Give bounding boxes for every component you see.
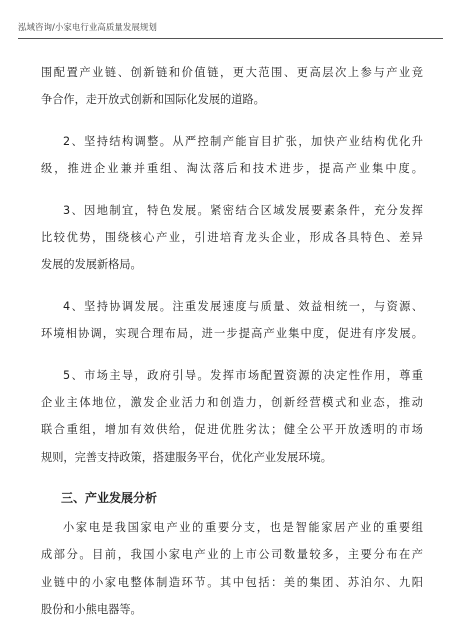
text-line: 级，推进企业兼并重组、淘汰落后和技术进步，提高产业集中度。 — [41, 162, 423, 176]
text-line: 企业主体地位，激发企业活力和创造力，创新经营模式和业态，推动 — [41, 395, 423, 409]
text-line: 5、市场主导，政府引导。发挥市场配置资源的决定性作用，尊重 — [63, 368, 423, 382]
paragraph-coordinated-development — [41, 293, 423, 348]
header-title: 泓域咨询/小家电行业高质量发展规划 — [18, 23, 157, 33]
text-line: 围配置产业链、创新链和价值链，更大范围、更高层次上参与产业竞 — [41, 66, 423, 79]
paragraph-continuation — [41, 59, 423, 114]
section-heading: 三、产业发展分析 — [61, 491, 158, 506]
paragraph-structure-adjustment — [41, 128, 423, 183]
paragraph-industry-analysis — [41, 514, 423, 624]
text-line: 3、因地制宜，特色发展。紧密结合区域发展要素条件，充分发挥 — [63, 203, 423, 217]
text-line: 业链中的小家电整体制造环节。其中包括：美的集团、苏泊尔、九阳 — [41, 575, 423, 589]
text-line: 联合重组，增加有效供给，促进优胜劣汰；健全公平开放透明的市场 — [41, 423, 423, 437]
text-line: 小家电是我国家电产业的重要分支，也是智能家居产业的重要组 — [63, 521, 423, 535]
page-header — [18, 22, 443, 39]
text-line: 争合作，走开放式创新和国际化发展的道路。 — [41, 93, 265, 107]
paragraph-market-led — [41, 362, 423, 472]
text-line: 环境相协调，实现合理布局，进一步提高产业集中度，促进有序发展。 — [41, 327, 423, 341]
text-line: 发展的发展新格局。 — [41, 258, 142, 272]
text-line: 股份和小熊电器等。 — [41, 603, 142, 617]
text-line: 成部分。目前，我国小家电产业的上市公司数量较多，主要分布在产 — [41, 548, 423, 562]
text-line: 4、坚持协调发展。注重发展速度与质量、效益相统一，与资源、 — [63, 299, 423, 313]
text-line: 规则，完善支持政策，搭建服务平台，优化产业发展环境。 — [41, 450, 332, 464]
text-line: 比较优势，围绕核心产业，引进培育龙头企业，形成各具特色、差异 — [41, 230, 423, 244]
document-body — [41, 59, 423, 638]
text-line: 2、坚持结构调整。从严控制产能盲目扩张，加快产业结构优化升 — [63, 134, 423, 148]
paragraph-local-conditions — [41, 197, 423, 279]
